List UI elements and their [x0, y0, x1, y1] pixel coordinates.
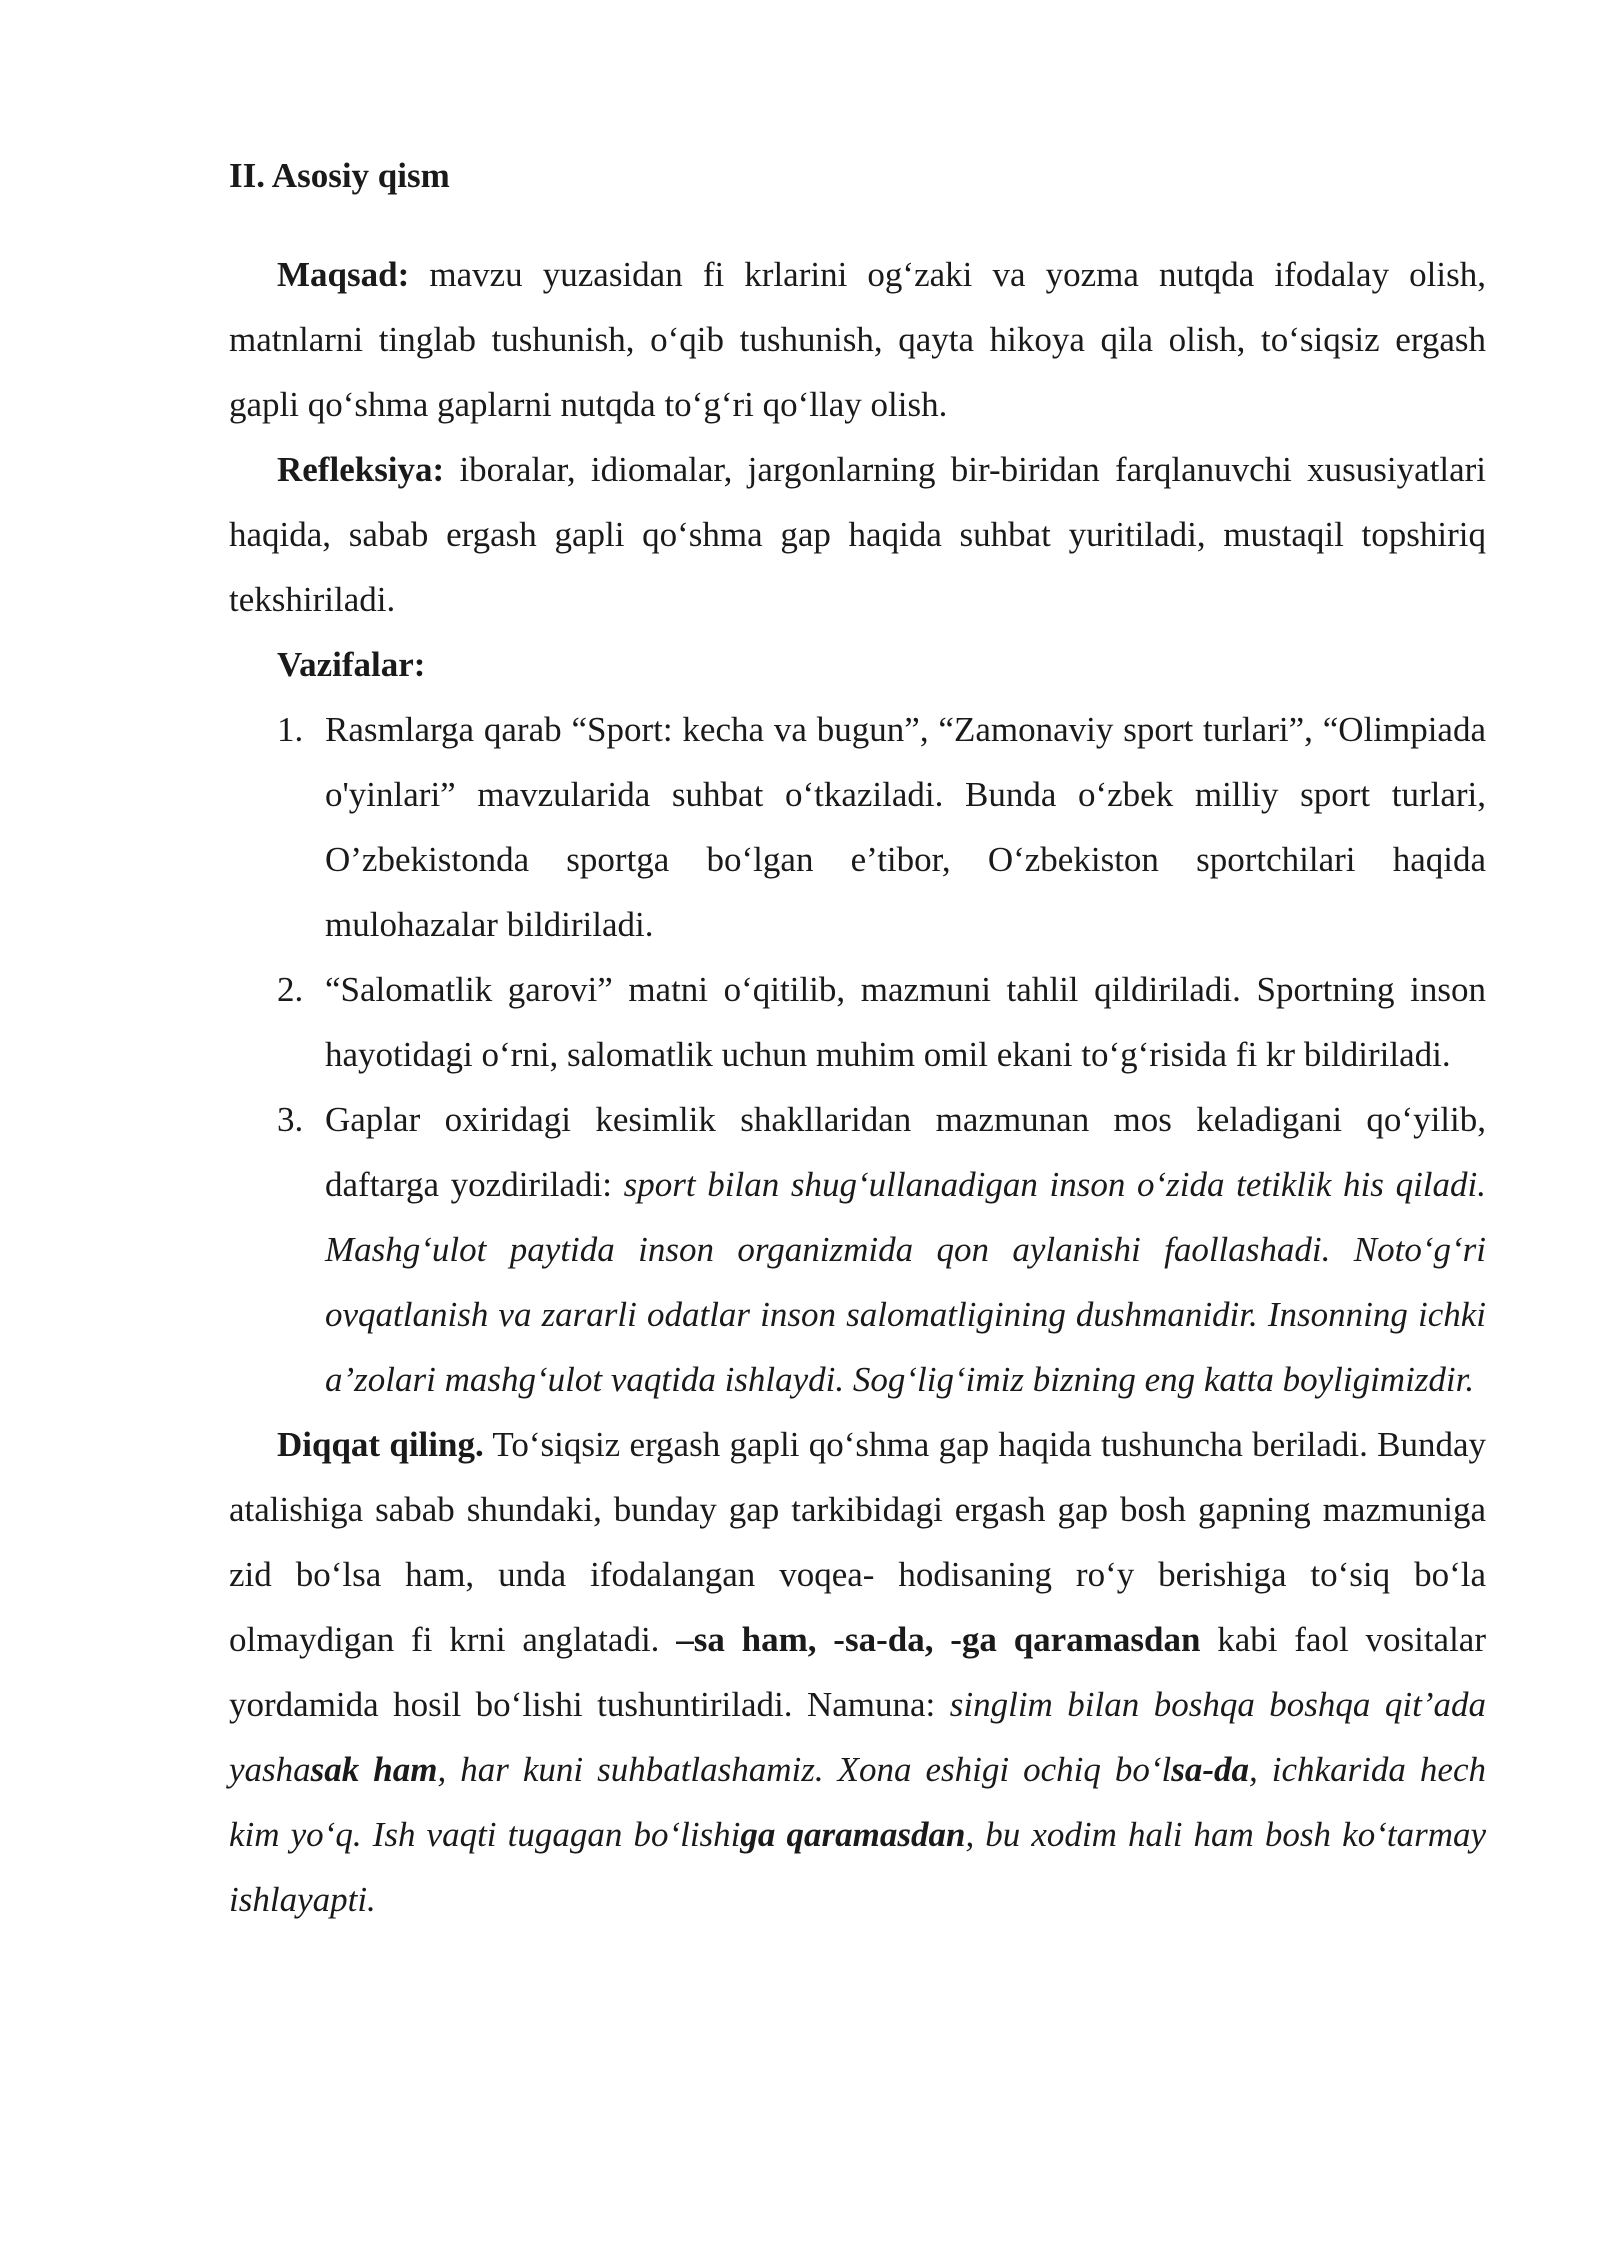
list-item-text: Rasmlarga qarab “Sport: kecha va bugun”, “Zamonaviy sport turlari”, “Olimpiada o'yinlari” mavzularida suhbat o‘tkaziladi. Bunda o‘zbek milliy sport turlari, O’zbekistonda sportga bo‘lgan e’tibor, O‘zbekiston sportchilari haqida mulohazalar bildiriladi. — [325, 710, 1486, 944]
maqsad-paragraph — [229, 242, 1486, 437]
list-item — [229, 957, 1486, 1087]
example-2-suffix: sa-da — [1171, 1750, 1250, 1789]
example-1-suffix: sak ham — [310, 1750, 438, 1789]
list-item-number: 2. — [277, 970, 304, 1009]
refleksiya-paragraph — [229, 437, 1486, 632]
maqsad-text: mavzu yuzasidan fi krlarini og‘zaki va yozma nutqda ifodalay olish, matnlarni tinglab tushunish, o‘qib tushunish, qayta hikoya qila olish, to‘siqsiz ergash gapli qo‘shma gaplarni nutqda to‘g‘ri qo‘llay olish. — [229, 255, 1486, 424]
diqqat-label: Diqqat qiling. — [277, 1425, 484, 1464]
maqsad-label: Maqsad: — [277, 255, 410, 294]
example-2-rest: , ichkarida hech kim yo‘q. Ish vaqti tugagan bo‘lishi — [229, 1750, 1486, 1854]
example-3-suffix: ga qaramasdan — [740, 1815, 966, 1854]
diqqat-paragraph — [229, 1412, 1486, 1932]
list-item-text: Gaplar oxiridagi kesimlik shakllaridan mazmunan mos keladigani qo‘yilib, daftarga yozdiriladi: — [325, 1100, 1486, 1204]
vazifalar-heading: Vazifalar: — [277, 645, 426, 684]
list-item-italic-examples: sport bilan shug‘ullanadigan inson o‘zida tetiklik his qiladi. Mashg‘ulot paytida inson organizmida qon aylanishi faollashadi. Noto‘g‘ri ovqatlanish va zararli odatlar inson salomatligining dushmanidir. Insonning ichki a’zolari mashg‘ulot vaqtida ishlaydi. Sog‘lig‘imiz bizning eng katta boyligimizdir. — [325, 1165, 1486, 1399]
list-item — [229, 1087, 1486, 1412]
section-heading: II. Asosiy qism — [229, 156, 450, 195]
diqqat-suffixes: –sa ham, -sa-da, -ga qaramasdan — [676, 1620, 1201, 1659]
list-item — [229, 697, 1486, 957]
example-3-rest: , bu xodim hali ham bosh ko‘tarmay ishlayapti. — [229, 1815, 1486, 1919]
example-1-rest: , har kuni suhbatlashamiz. Xona eshigi ochiq bo‘l — [437, 1750, 1172, 1789]
list-item-text: “Salomatlik garovi” matni o‘qitilib, mazmuni tahlil qildiriladi. Sportning inson hayotidagi o‘rni, salomatlik uchun muhim omil ekani to‘g‘risida fi kr bildiriladi. — [325, 970, 1486, 1074]
diqqat-text-1: To‘siqsiz ergash gapli qo‘shma gap haqida tushuncha beriladi. Bunday atalishiga sabab shundaki, bunday gap tarkibidagi ergash gap bosh gapning mazmuniga zid bo‘lsa ham, unda ifodalangan voqea- hodisaning ro‘y berishiga to‘siq bo‘la olmaydigan fi krni anglatadi. — [229, 1425, 1486, 1659]
refleksiya-text: iboralar, idiomalar, jargonlarning bir-biridan farqlanuvchi xususiyatlari haqida, sabab ergash gapli qo‘shma gap haqida suhbat yuritiladi, mustaqil topshiriq tekshiriladi. — [229, 450, 1486, 619]
list-item-number: 1. — [277, 710, 304, 749]
list-item-number: 3. — [277, 1100, 304, 1139]
refleksiya-label: Refleksiya: — [277, 450, 445, 489]
example-1-text: singlim bilan boshqa boshqa qit’ada yasha — [229, 1685, 1486, 1789]
document-page — [229, 148, 1486, 1932]
diqqat-text-2: kabi faol vositalar yordamida hosil bo‘lishi tushuntiriladi. Namuna: — [229, 1620, 1486, 1724]
vazifalar-list — [229, 697, 1486, 1412]
